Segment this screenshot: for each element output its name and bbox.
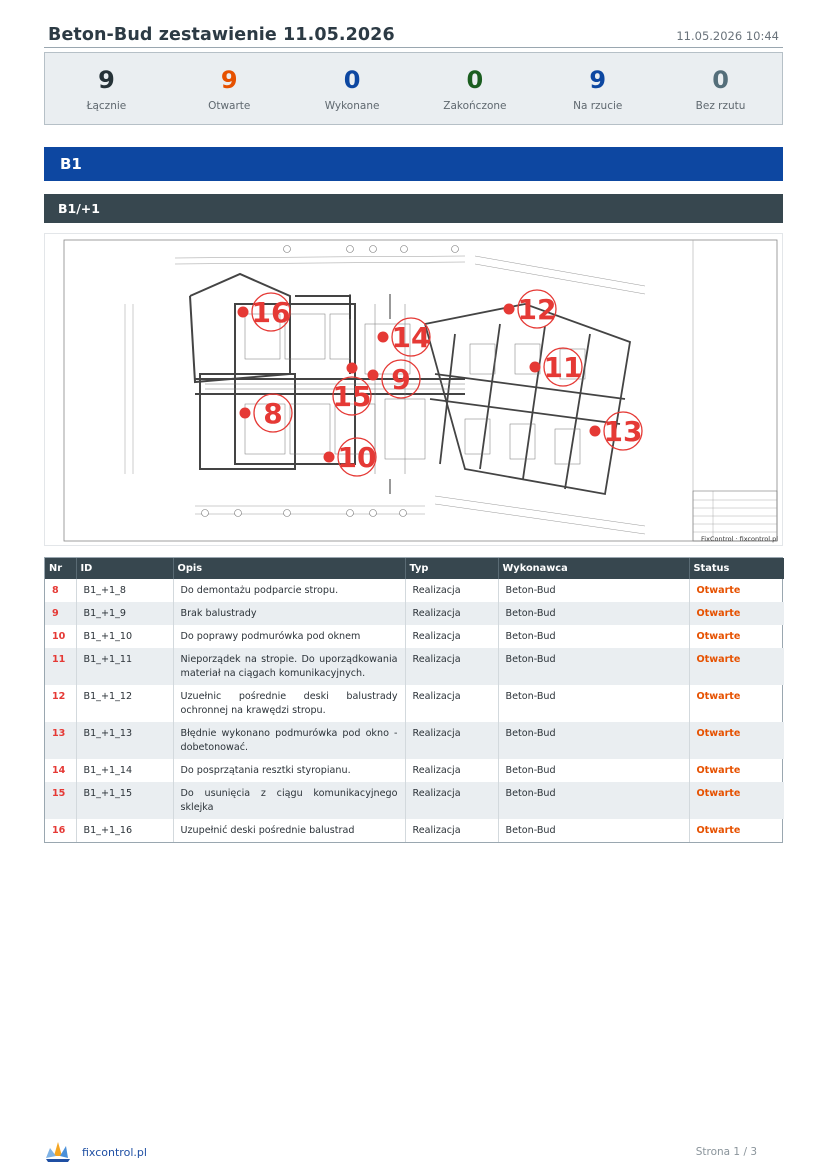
stat-label: Łącznie <box>86 100 127 112</box>
col-nr: Nr <box>45 558 76 579</box>
table-row[interactable] <box>45 722 784 759</box>
cell-status: Otwarte <box>689 722 784 759</box>
cell-wykonawca: Beton-Bud <box>498 722 689 759</box>
summary-stats <box>44 52 783 125</box>
stat-done <box>291 53 414 124</box>
cell-id: B1_+1_12 <box>76 685 173 722</box>
stat-no-plan <box>659 53 782 124</box>
stat-value: 0 <box>343 66 361 94</box>
marker-label: 8 <box>263 397 283 430</box>
cell-status: Otwarte <box>689 685 784 722</box>
plan-credit: FixControl · fixcontrol.pl <box>701 535 778 543</box>
stat-value: 9 <box>98 66 115 94</box>
table-row[interactable] <box>45 759 784 782</box>
cell-wykonawca: Beton-Bud <box>498 648 689 685</box>
cell-opis: Nieporządek na stropie. Do uporządkowania materiał na ciągach komunikacyjnych. <box>173 648 405 685</box>
marker-label: 16 <box>251 296 291 329</box>
report-date: 11.05.2026 10:44 <box>676 29 779 43</box>
marker-9[interactable] <box>368 360 421 398</box>
stat-value: 0 <box>712 66 729 94</box>
cell-typ: Realizacja <box>405 759 498 782</box>
cell-nr: 11 <box>45 648 76 685</box>
cell-nr: 12 <box>52 691 66 702</box>
report-title: Beton-Bud zestawienie 11.05.2026 <box>48 25 395 45</box>
cell-opis: Do usunięcia z ciągu komunikacyjnego sklejka <box>173 782 405 819</box>
cell-status: Otwarte <box>689 782 784 819</box>
footer-link[interactable]: fixcontrol.pl <box>82 1146 147 1159</box>
cell-id: B1_+1_9 <box>76 602 173 625</box>
table-row[interactable] <box>45 602 784 625</box>
stat-label: Zakończone <box>443 100 507 112</box>
cell-typ: Realizacja <box>405 579 498 602</box>
cell-wykonawca: Beton-Bud <box>498 685 689 722</box>
cell-wykonawca: Beton-Bud <box>498 759 689 782</box>
cell-id: B1_+1_15 <box>76 782 173 819</box>
stat-value: 0 <box>466 66 484 94</box>
table-row[interactable] <box>45 579 784 602</box>
stat-label: Bez rzutu <box>695 100 746 112</box>
cell-opis: Uzupełnić deski pośrednie balustrad <box>173 819 405 842</box>
table-row[interactable] <box>45 819 784 842</box>
marker-15[interactable] <box>333 363 372 416</box>
cell-wykonawca: Beton-Bud <box>498 602 689 625</box>
cell-id: B1_+1_16 <box>76 819 173 842</box>
stat-label: Wykonane <box>324 100 380 112</box>
cell-wykonawca: Beton-Bud <box>498 579 689 602</box>
stat-total <box>45 53 168 124</box>
cell-typ: Realizacja <box>405 648 498 685</box>
stat-closed <box>413 53 536 124</box>
cell-id: B1_+1_10 <box>76 625 173 648</box>
cell-status: Otwarte <box>689 602 784 625</box>
table-row[interactable] <box>45 685 784 722</box>
col-typ: Typ <box>405 558 498 579</box>
marker-11[interactable] <box>530 348 583 386</box>
cell-nr: 16 <box>52 825 66 836</box>
report-header <box>44 22 783 48</box>
col-wykonawca: Wykonawca <box>498 558 689 579</box>
cell-typ: Realizacja <box>405 722 498 759</box>
marker-8[interactable] <box>240 394 293 432</box>
stat-label: Otwarte <box>208 100 251 112</box>
marker-label: 13 <box>603 415 643 448</box>
floor-plan[interactable] <box>44 233 783 546</box>
cell-opis: Brak balustrady <box>173 602 405 625</box>
cell-nr: 13 <box>45 722 76 759</box>
stat-open <box>168 53 291 124</box>
cell-wykonawca: Beton-Bud <box>498 625 689 648</box>
cell-id: B1_+1_14 <box>76 759 173 782</box>
cell-id: B1_+1_13 <box>76 722 173 759</box>
marker-12[interactable] <box>504 290 557 328</box>
floor-heading: B1/+1 <box>44 194 783 223</box>
marker-label: 15 <box>332 380 372 413</box>
cell-nr: 15 <box>45 782 76 819</box>
cell-opis: Błędnie wykonano podmurówka pod okno - dobetonować. <box>173 722 405 759</box>
cell-typ: Realizacja <box>405 685 498 722</box>
cell-opis: Uzuełnic pośrednie deski balustrady ochronnej na krawędzi stropu. <box>173 685 405 722</box>
marker-16[interactable] <box>238 293 291 331</box>
marker-label: 12 <box>517 293 557 326</box>
marker-10[interactable] <box>324 438 377 476</box>
col-id: ID <box>76 558 173 579</box>
cell-typ: Realizacja <box>405 625 498 648</box>
marker-13[interactable] <box>590 412 643 450</box>
issues-table <box>44 557 783 843</box>
stat-on-plan <box>536 53 659 124</box>
cell-status: Otwarte <box>689 579 784 602</box>
col-opis: Opis <box>173 558 405 579</box>
marker-label: 9 <box>391 363 411 396</box>
cell-typ: Realizacja <box>405 782 498 819</box>
stat-value: 9 <box>589 66 607 94</box>
cell-id: B1_+1_11 <box>76 648 173 685</box>
cell-nr: 14 <box>52 765 66 776</box>
cell-status: Otwarte <box>689 759 784 782</box>
table-row[interactable] <box>45 648 784 685</box>
cell-opis: Do posprzątania resztki styropianu. <box>173 759 405 782</box>
cell-nr: 10 <box>52 631 66 642</box>
marker-label: 14 <box>391 321 431 354</box>
cell-wykonawca: Beton-Bud <box>498 782 689 819</box>
page-number: Strona 1 / 3 <box>695 1146 757 1158</box>
building-heading: B1 <box>44 147 783 181</box>
stat-value: 9 <box>220 66 238 94</box>
cell-opis: Do demontażu podparcie stropu. <box>173 579 405 602</box>
table-row[interactable] <box>45 782 784 819</box>
cell-typ: Realizacja <box>405 602 498 625</box>
cell-nr: 8 <box>52 585 59 596</box>
marker-label: 11 <box>543 351 583 384</box>
cell-status: Otwarte <box>689 648 784 685</box>
col-status: Status <box>689 558 784 579</box>
stat-label: Na rzucie <box>573 100 623 112</box>
marker-label: 10 <box>337 441 377 474</box>
table-header-row <box>45 558 784 579</box>
marker-14[interactable] <box>378 318 431 356</box>
cell-typ: Realizacja <box>405 819 498 842</box>
fixcontrol-logo-icon <box>44 1140 72 1166</box>
cell-wykonawca: Beton-Bud <box>498 819 689 842</box>
cell-nr: 9 <box>45 602 76 625</box>
cell-status: Otwarte <box>689 819 784 842</box>
cell-id: B1_+1_8 <box>76 579 173 602</box>
issue-markers <box>45 234 784 547</box>
cell-status: Otwarte <box>689 625 784 648</box>
table-row[interactable] <box>45 625 784 648</box>
cell-opis: Do poprawy podmurówka pod oknem <box>173 625 405 648</box>
